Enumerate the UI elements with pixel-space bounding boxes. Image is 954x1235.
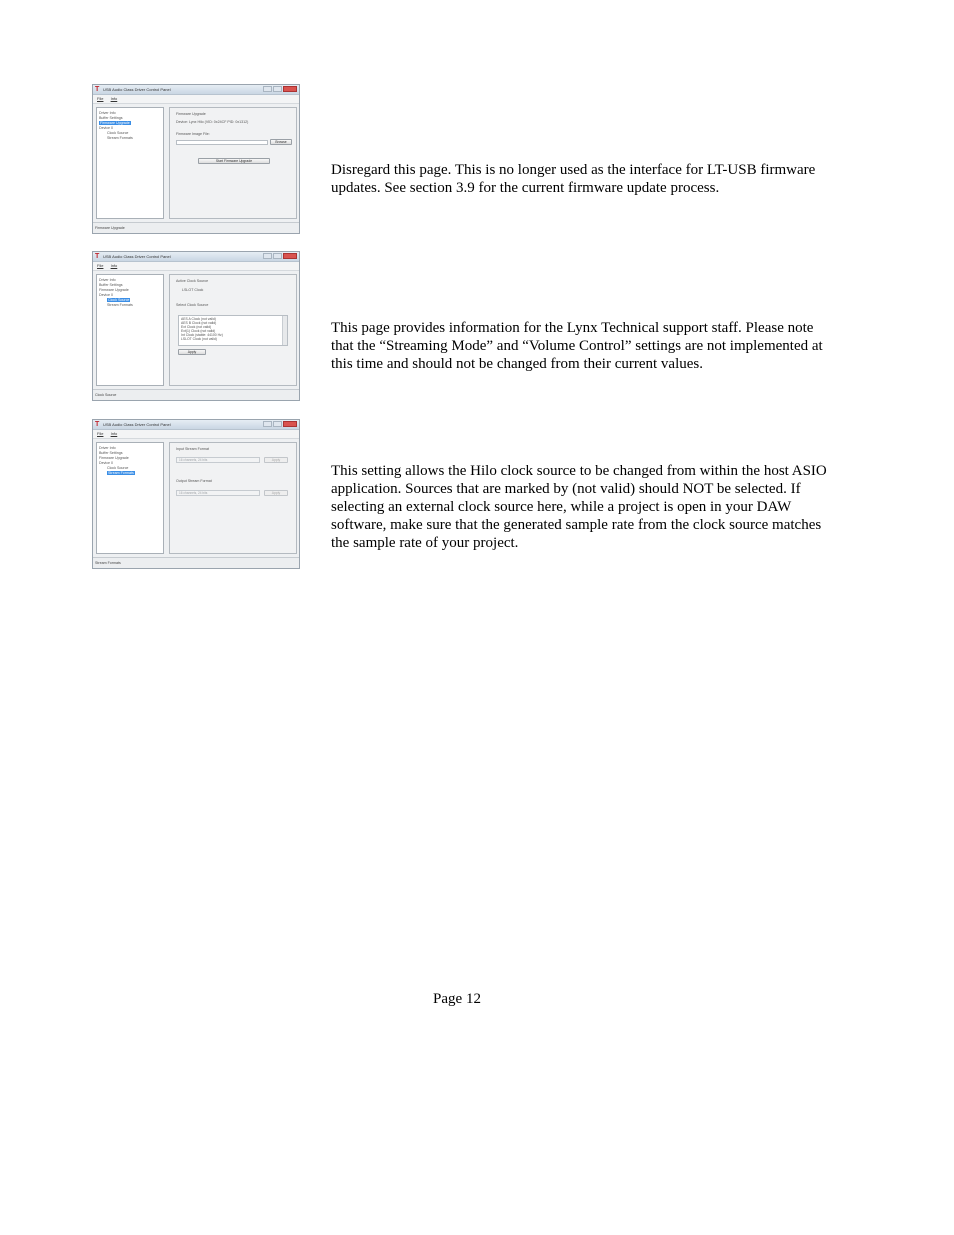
list-item: Ext(1) Clock (not valid) bbox=[181, 329, 216, 333]
screenshot-stream-formats bbox=[92, 419, 300, 569]
window-titlebar bbox=[93, 420, 299, 430]
list-scrollbar bbox=[282, 316, 287, 345]
close-icon bbox=[283, 421, 297, 427]
tree-item-clock-source: Clock Source bbox=[107, 466, 129, 470]
clock-panel bbox=[169, 274, 297, 386]
tree-item-driver-info: Driver Info bbox=[99, 111, 116, 115]
tree-item-buffer-settings: Buffer Settings bbox=[99, 283, 123, 287]
tree-item-firmware-upgrade: Firmware Upgrade bbox=[100, 121, 130, 125]
list-item: Int Clock (stable: 44100 Hz) bbox=[181, 333, 223, 337]
description-firmware: Disregard this page. This is no longer used as the interface for LT-USB firmware updates. See section 3.9 for the current firmware update process. bbox=[331, 162, 816, 196]
input-stream-select: 16 channels, 24 bits bbox=[176, 457, 260, 463]
status-bar: Clock Source bbox=[93, 389, 299, 400]
device-text: Device: Lynx Hilo (VID: 0x24CF PID: 0x1312) bbox=[176, 120, 249, 124]
tree-item-buffer-settings: Buffer Settings bbox=[99, 116, 123, 120]
window-controls bbox=[263, 421, 297, 427]
minimize-icon bbox=[263, 253, 272, 259]
firmware-panel bbox=[169, 107, 297, 219]
image-file-label: Firmware Image File: bbox=[176, 132, 210, 136]
tree-item-stream-formats: Stream Formats bbox=[108, 471, 134, 475]
output-stream-label: Output Stream Format bbox=[176, 479, 212, 483]
menu-file: File bbox=[97, 431, 104, 436]
tree-item-firmware-upgrade: Firmware Upgrade bbox=[99, 456, 129, 460]
description-clock-source: This page provides information for the Lynx Technical support staff. Please note that the “Streaming Mode” and “Volume Control” settings are not implemented at this time and should not be changed from their current values. bbox=[331, 320, 823, 372]
menu-info: Info bbox=[110, 431, 118, 436]
tree-item-driver-info: Driver Info bbox=[99, 278, 116, 282]
tree-item-stream-formats: Stream Formats bbox=[107, 303, 133, 307]
lynx-logo-icon: T bbox=[95, 421, 100, 428]
tree-item-stream-formats: Stream Formats bbox=[107, 136, 133, 140]
status-bar: Firmware Upgrade bbox=[93, 222, 299, 233]
output-apply-button: Apply bbox=[264, 490, 288, 496]
output-stream-select: 16 channels, 24 bits bbox=[176, 490, 260, 496]
browse-button: Browse bbox=[270, 139, 292, 145]
window-titlebar bbox=[93, 252, 299, 262]
nav-tree bbox=[96, 274, 164, 386]
list-item: LSLOT Clock (not valid) bbox=[181, 337, 217, 341]
minimize-icon bbox=[263, 86, 272, 92]
screenshot-clock-source bbox=[92, 251, 300, 401]
list-item: Ext Clock (not valid) bbox=[181, 325, 212, 329]
window-title: USB Audio Class Driver Control Panel bbox=[103, 87, 171, 92]
list-item: AES B Clock (not valid) bbox=[181, 321, 217, 325]
nav-tree bbox=[96, 107, 164, 219]
menu-file: File bbox=[97, 96, 104, 101]
window-titlebar bbox=[93, 85, 299, 95]
maximize-icon bbox=[273, 86, 282, 92]
description-stream-formats: This setting allows the Hilo clock source to be changed from within the host ASIO application. Sources that are marked by (not valid) should NOT be selected. If selecting an external clock source here, while a project is open in your DAW software, make sure that the generated sample rate from the clock source matches the sample rate of your project. bbox=[331, 463, 827, 551]
select-clock-label: Select Clock Source bbox=[176, 303, 209, 307]
tree-item-buffer-settings: Buffer Settings bbox=[99, 451, 123, 455]
maximize-icon bbox=[273, 253, 282, 259]
tree-item-driver-info: Driver Info bbox=[99, 446, 116, 450]
stream-formats-panel bbox=[169, 442, 297, 554]
input-stream-label: Input Stream Format bbox=[176, 447, 209, 451]
list-item: AES A Clock (not valid) bbox=[181, 317, 216, 321]
menu-bar bbox=[93, 430, 299, 439]
lynx-logo-icon: T bbox=[95, 86, 100, 93]
window-controls bbox=[263, 86, 297, 92]
tree-item-device: Device 0 bbox=[99, 293, 113, 297]
menu-file: File bbox=[97, 263, 104, 268]
firmware-upgrade-label: Firmware Upgrade bbox=[176, 112, 206, 116]
close-icon bbox=[283, 253, 297, 259]
window-title: USB Audio Class Driver Control Panel bbox=[103, 422, 171, 427]
nav-tree bbox=[96, 442, 164, 554]
lynx-logo-icon: T bbox=[95, 253, 100, 260]
window-controls bbox=[263, 253, 297, 259]
menu-bar bbox=[93, 95, 299, 104]
menu-info: Info bbox=[110, 96, 118, 101]
screenshot-firmware-upgrade bbox=[92, 84, 300, 234]
active-clock-value: LSLOT Clock bbox=[182, 288, 204, 292]
image-file-input bbox=[176, 140, 268, 145]
minimize-icon bbox=[263, 421, 272, 427]
active-clock-label: Active Clock Source bbox=[176, 279, 209, 283]
apply-button: Apply bbox=[178, 349, 206, 355]
input-apply-button: Apply bbox=[264, 457, 288, 463]
maximize-icon bbox=[273, 421, 282, 427]
page-number: Page 12 bbox=[433, 991, 481, 1007]
window-title: USB Audio Class Driver Control Panel bbox=[103, 254, 171, 259]
tree-item-clock-source: Clock Source bbox=[107, 131, 129, 135]
start-upgrade-button: Start Firmware Upgrade bbox=[198, 158, 270, 164]
tree-item-device: Device 0 bbox=[99, 461, 113, 465]
clock-source-list bbox=[178, 315, 288, 346]
close-icon bbox=[283, 86, 297, 92]
menu-info: Info bbox=[110, 263, 118, 268]
tree-item-firmware-upgrade: Firmware Upgrade bbox=[99, 288, 129, 292]
tree-item-device: Device 0 bbox=[99, 126, 113, 130]
status-bar: Stream Formats bbox=[93, 557, 299, 568]
menu-bar bbox=[93, 262, 299, 271]
tree-item-clock-source: Clock Source bbox=[108, 298, 130, 302]
